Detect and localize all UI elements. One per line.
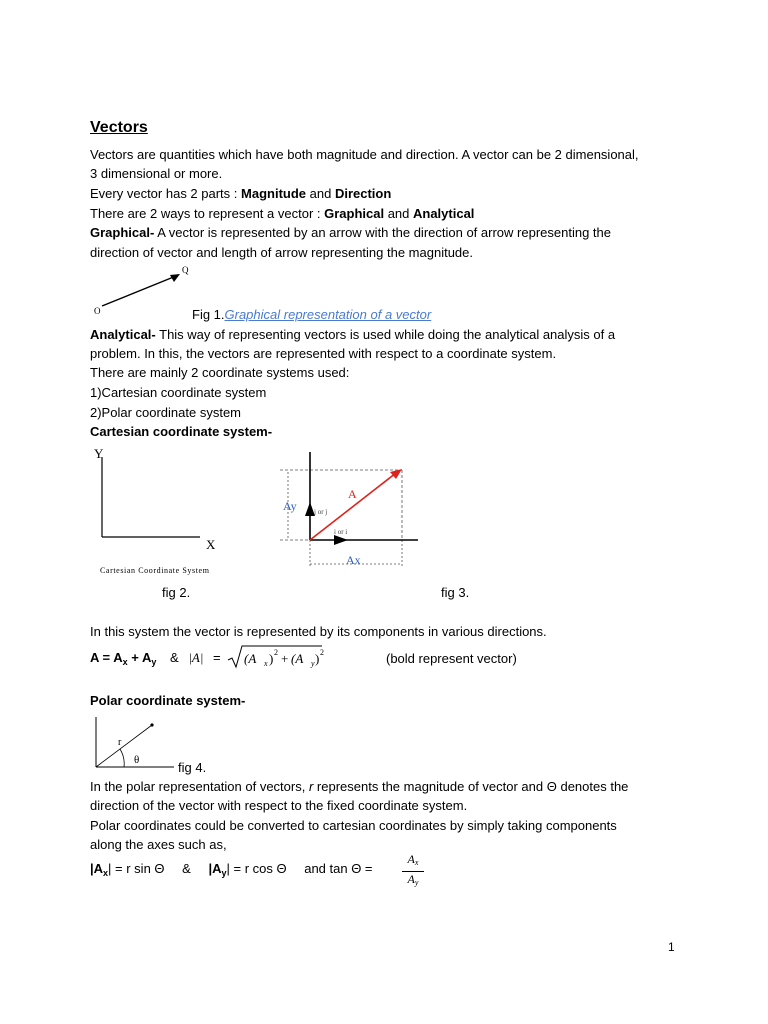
fig4-theta-label: θ bbox=[134, 754, 140, 766]
graphical-text: A vector is represented by an arrow with the direction of arrow representing the bbox=[154, 225, 611, 240]
fig2-cartesian-axes bbox=[90, 443, 230, 579]
direction-term: Direction bbox=[334, 186, 392, 201]
analytical-label: Analytical- bbox=[90, 327, 156, 342]
eq1-ay-term: (A bbox=[291, 651, 304, 666]
eq2-ay: |A bbox=[208, 861, 222, 876]
fig3-vector-components bbox=[270, 448, 430, 576]
fig3-i-unit: i or i bbox=[334, 528, 348, 536]
polar-r: r bbox=[308, 779, 314, 794]
eq1-ax-sub: x bbox=[264, 659, 268, 668]
eq2-tan: and tan Θ = bbox=[304, 861, 373, 876]
fig4-r-label: r bbox=[118, 737, 122, 748]
fig3-vector-a bbox=[310, 473, 396, 540]
fig3-ay-label: Ay bbox=[283, 499, 297, 513]
eq1-plus: + A bbox=[127, 650, 152, 665]
eq2-ax-sub: x bbox=[103, 868, 109, 878]
eq2-amp: & bbox=[182, 861, 191, 876]
fig2-caption: fig 2. bbox=[162, 585, 191, 600]
cartesian-heading bbox=[90, 424, 272, 440]
eq2-ay-sub: y bbox=[221, 868, 227, 878]
parts-line bbox=[90, 186, 391, 202]
eq1-ay-close: ) bbox=[315, 651, 320, 666]
magnitude-term: Magnitude bbox=[241, 186, 307, 201]
polar-line-2: direction of the vector with respect to the fixed coordinate system. bbox=[90, 798, 468, 813]
parts-prefix: Every vector has 2 parts : bbox=[90, 186, 242, 201]
eq1-amp: & bbox=[170, 650, 179, 665]
eq1-sqrt bbox=[226, 642, 326, 670]
eq1-abs: |A| bbox=[188, 650, 204, 665]
fig1-point-o: O bbox=[94, 306, 101, 316]
fig3-vector-a-head bbox=[390, 469, 402, 479]
fig2-system-label: Cartesian Coordinate System bbox=[100, 566, 210, 575]
fig3-a-label: A bbox=[348, 487, 357, 501]
polar-text-c: denotes the bbox=[556, 779, 629, 794]
page-title: Vectors bbox=[90, 119, 148, 136]
eq2-num-sub: x bbox=[414, 858, 419, 867]
polar-heading-text: Polar coordinate system- bbox=[90, 693, 246, 708]
ways-and: and bbox=[384, 206, 413, 221]
eq1-ax-power: 2 bbox=[274, 648, 278, 657]
fig1-point-q: Q bbox=[182, 265, 189, 275]
fig4-point bbox=[150, 723, 153, 726]
fig2-y-label: Y bbox=[94, 446, 104, 461]
fig1-arrow-line bbox=[102, 276, 176, 306]
eq2-ax: |A bbox=[90, 861, 104, 876]
eq1-sub-y: y bbox=[151, 657, 157, 667]
polar-text-b: represents the magnitude of vector and bbox=[313, 779, 547, 794]
eq1-lhs: A = A bbox=[90, 650, 123, 665]
coord-intro: There are mainly 2 coordinate systems used: bbox=[90, 365, 350, 380]
analytical-line-1 bbox=[90, 327, 615, 343]
coord-item-2: 2)Polar coordinate system bbox=[90, 405, 242, 420]
fig1-vector-diagram bbox=[90, 262, 200, 318]
fig2-x-label: X bbox=[206, 537, 216, 552]
eq2-ax-rhs: | = r sin Θ bbox=[108, 861, 165, 876]
fig4-polar-diagram bbox=[90, 713, 190, 775]
polar-line-1 bbox=[90, 779, 628, 795]
eq2-den: A bbox=[407, 872, 415, 886]
eq1-note: (bold represent vector) bbox=[386, 651, 517, 666]
conversion-equation bbox=[90, 861, 373, 881]
ways-line bbox=[90, 206, 474, 222]
eq1-ax-close: ) bbox=[269, 651, 274, 666]
graphical-label: Graphical- bbox=[90, 225, 155, 240]
fig3-caption: fig 3. bbox=[441, 585, 470, 600]
fig3-ax-label: Ax bbox=[346, 553, 361, 567]
convert-line-2: along the axes such as, bbox=[90, 837, 227, 852]
eq1-ay-power: 2 bbox=[320, 648, 324, 657]
eq2-num: A bbox=[407, 852, 415, 866]
eq2-denominator bbox=[402, 872, 424, 890]
eq2-ay-rhs: | = r cos Θ bbox=[226, 861, 287, 876]
analytical-text: This way of representing vectors is used while doing the analytical analysis of a bbox=[155, 327, 616, 342]
intro-line-2: 3 dimensional or more. bbox=[90, 166, 223, 181]
coord-item-1: 1)Cartesian coordinate system bbox=[90, 385, 267, 400]
intro-line-1: Vectors are quantities which have both magnitude and direction. A vector can be 2 dimensional, bbox=[90, 147, 639, 162]
fig3-j-unit: j or j bbox=[314, 508, 328, 516]
eq2-fraction bbox=[402, 852, 424, 890]
components-text: In this system the vector is represented by its components in various directions. bbox=[90, 624, 547, 639]
fig1-caption-link[interactable]: Graphical representation of a vector bbox=[224, 307, 432, 322]
fig4-angle-arc bbox=[120, 749, 124, 767]
fig1-caption bbox=[192, 307, 431, 323]
eq1-ax-term: (A bbox=[244, 651, 257, 666]
magnitude-equation bbox=[90, 650, 221, 670]
eq1-plus-sign: + bbox=[281, 651, 289, 666]
parts-and: and bbox=[306, 186, 335, 201]
convert-line-1: Polar coordinates could be converted to cartesian coordinates by simply taking components bbox=[90, 818, 617, 833]
analytical-line-2: problem. In this, the vectors are represented with respect to a coordinate system. bbox=[90, 346, 557, 361]
ways-prefix: There are 2 ways to represent a vector : bbox=[90, 206, 325, 221]
eq2-numerator bbox=[402, 852, 424, 872]
graphical-line-2: direction of vector and length of arrow representing the magnitude. bbox=[90, 245, 474, 260]
graphical-term: Graphical bbox=[324, 206, 385, 221]
eq2-den-sub: y bbox=[414, 878, 419, 887]
graphical-line-1 bbox=[90, 225, 611, 241]
polar-text-a: In the polar representation of vectors, bbox=[90, 779, 309, 794]
polar-theta: Θ bbox=[546, 779, 557, 794]
eq1-ay-sub: y bbox=[311, 659, 315, 668]
polar-heading bbox=[90, 693, 245, 709]
page-number: 1 bbox=[668, 940, 675, 954]
eq1-sub-x: x bbox=[122, 657, 128, 667]
fig3-i-arrow bbox=[334, 535, 348, 545]
cartesian-heading-text: Cartesian coordinate system- bbox=[90, 424, 273, 439]
analytical-term: Analytical bbox=[413, 206, 475, 221]
fig4-caption: fig 4. bbox=[178, 760, 207, 775]
eq1-equals: = bbox=[213, 650, 221, 665]
fig1-caption-prefix: Fig 1. bbox=[192, 307, 225, 322]
